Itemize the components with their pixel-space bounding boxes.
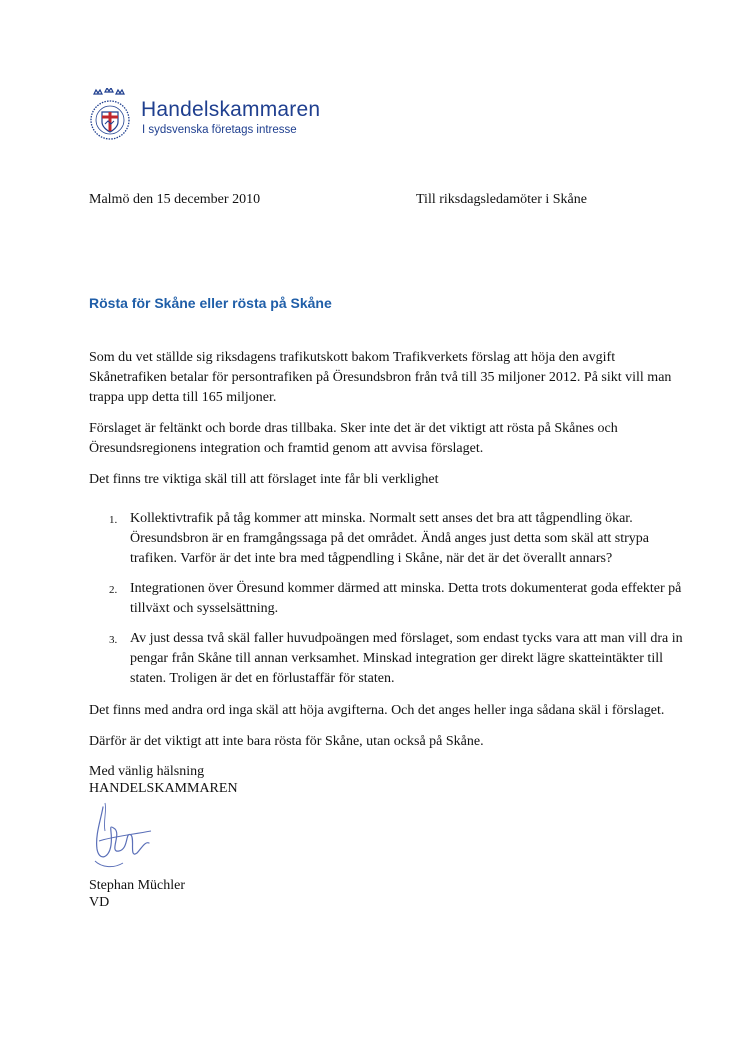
chamber-of-commerce-crest-icon — [86, 88, 134, 144]
paragraph: Som du vet ställde sig riksdagens trafikutskott bakom Trafikverkets förslag att höja den avgift Skånetrafiken betalar för persontrafiken på Öresundsbron från två till 35 miljoner 2012. På sikt vill man trappa upp detta till 165 miljoner. — [89, 350, 672, 405]
list-number: 3. — [109, 634, 118, 646]
paragraph: Det finns tre viktiga skäl till att förslaget inte får bli verklighet — [89, 472, 439, 487]
signatory-title: VD — [89, 895, 110, 910]
list-text: Integrationen över Öresund kommer därmed att minska. Detta trots dokumenterat goda effekter på tillväxt och sysselsättning. — [130, 581, 682, 616]
paragraph: Därför är det viktigt att inte bara rösta för Skåne, utan också på Skåne. — [89, 734, 484, 749]
closing-greeting: Med vänlig hälsning — [89, 764, 205, 779]
closing-block — [89, 763, 679, 911]
paragraph: Förslaget är feltänkt och borde dras tillbaka. Sker inte det är det viktigt att rösta på Skånes och Öresundsregionens integration och framtid genom att avvisa förslaget. — [89, 421, 618, 456]
list-text: Kollektivtrafik på tåg kommer att minska. Normalt sett anses det bra att tågpendling ökar. Öresundsbron är en framgångssaga på det området. Ändå anges just detta som skäl att strypa trafiken. Varför är det inte bra med tågpendling i Skåne, när det är det överallt annars? — [130, 511, 650, 566]
letter-body — [89, 348, 683, 911]
list-text: Av just dessa två skäl faller huvudpoängen med förslaget, som endast tycks vara att man vill dra in pengar från Skåne till annan verksamhet. Minskad integration ger direkt lägre skatteintäkter till staten. Troligen är det en förlustaffär för staten. — [130, 631, 683, 686]
recipient: Till riksdagsledamöter i Skåne — [416, 192, 587, 207]
list-item — [89, 629, 690, 689]
brand-tagline: I sydsvenska företags intresse — [142, 124, 297, 136]
letter-heading: Rösta för Skåne eller rösta på Skåne — [89, 295, 332, 311]
list-number: 1. — [109, 514, 118, 526]
signatory-name: Stephan Müchler — [89, 878, 186, 893]
list-item — [89, 509, 690, 569]
list-item — [89, 579, 690, 619]
place-date: Malmö den 15 december 2010 — [89, 192, 261, 207]
closing-organization: HANDELSKAMMAREN — [89, 781, 238, 796]
list-number: 2. — [109, 584, 118, 596]
paragraph: Det finns med andra ord inga skäl att höja avgifterna. Och det anges heller inga sådana skäl i förslaget. — [89, 703, 665, 718]
handwritten-signature — [89, 801, 155, 873]
reasons-list — [89, 509, 683, 689]
brand-name: Handelskammaren — [141, 98, 321, 121]
